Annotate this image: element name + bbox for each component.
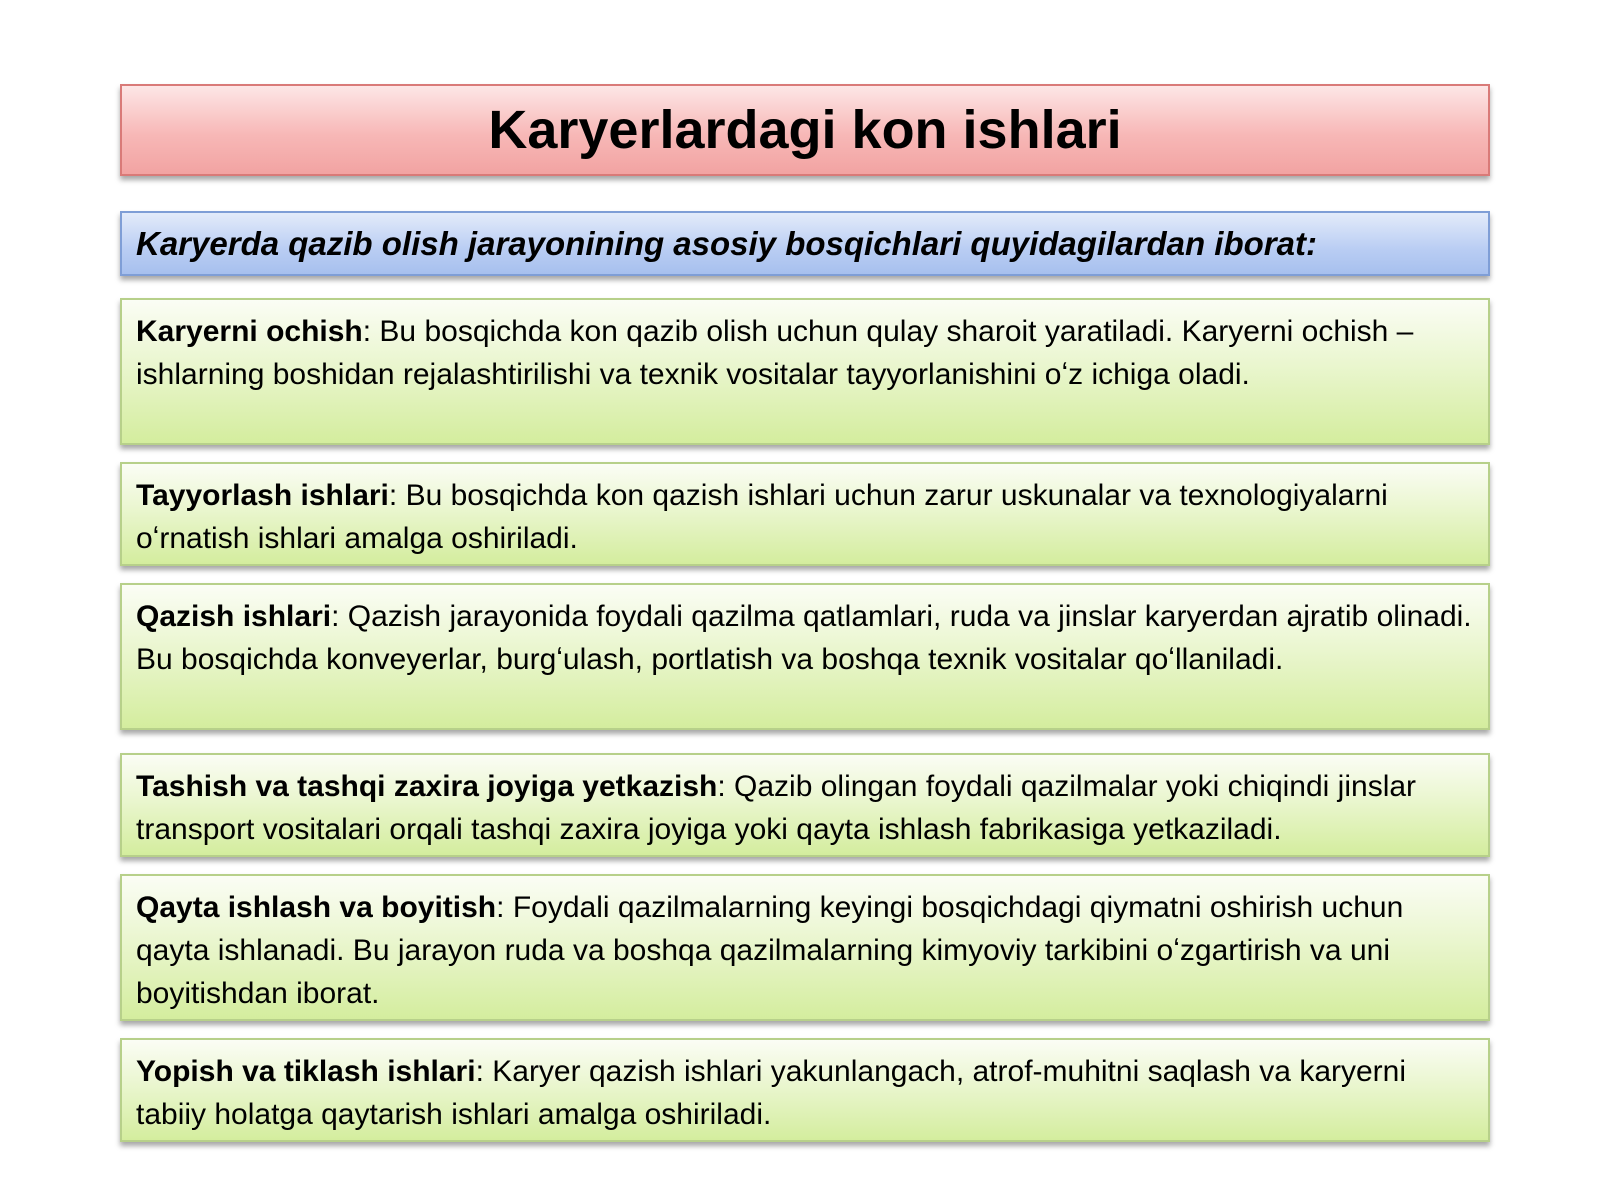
stage-name: Qayta ishlash va boyitish — [136, 891, 497, 924]
stage-separator: : — [475, 1055, 493, 1088]
stage-name: Karyerni ochish — [136, 315, 363, 348]
stage-description: Karyer qazish ishlari yakunlangach, atrof-muhitni saqlash va karyerni tabiiy holatga qaytarish ishlari amalga oshiriladi. — [136, 1055, 1407, 1131]
stage-separator: : — [388, 479, 406, 512]
stage-separator: : — [717, 770, 735, 803]
stage-name: Yopish va tiklash ishlari — [136, 1055, 476, 1088]
slide-title: Karyerlardagi kon ishlari — [488, 100, 1122, 160]
stage-box-opening — [120, 298, 1490, 445]
stage-separator: : — [362, 315, 380, 348]
stage-name: Qazish ishlari — [136, 600, 332, 633]
stage-description: Qazish jarayonida foydali qazilma qatlamlari, ruda va jinslar karyerdan ajratib olinadi. Bu bosqichda konveyerlar, burgʻulash, portlatish va boshqa texnik vositalar qoʻllaniladi. — [136, 600, 1472, 676]
stage-name: Tayyorlash ishlari — [136, 479, 389, 512]
slide-subtitle: Karyerda qazib olish jarayonining asosiy bosqichlari quyidagilardan iborat: — [136, 224, 1317, 262]
stage-box-excavation — [120, 583, 1490, 730]
stage-description: Foydali qazilmalarning keyingi bosqichdagi qiymatni oshirish uchun qayta ishlanadi. Bu jarayon ruda va boshqa qazilmalarning kimyoviy tarkibini oʻzgartirish va uni boyitishdan iborat. — [136, 891, 1404, 1010]
stage-separator: : — [496, 891, 513, 924]
stage-box-preparation — [120, 462, 1490, 566]
stage-separator: : — [331, 600, 348, 633]
slide-subtitle-box — [120, 211, 1490, 276]
stage-box-transport — [120, 753, 1490, 857]
stage-name: Tashish va tashqi zaxira joyiga yetkazish — [136, 770, 718, 803]
stage-box-closure — [120, 1038, 1490, 1142]
slide-title-box — [120, 84, 1490, 176]
stage-description: Qazib olingan foydali qazilmalar yoki chiqindi jinslar transport vositalari orqali tashqi zaxira joyiga yoki qayta ishlash fabrikasiga yetkaziladi. — [136, 770, 1417, 846]
stage-box-processing — [120, 874, 1490, 1021]
stage-description: Bu bosqichda kon qazish ishlari uchun zarur uskunalar va texnologiyalarni oʻrnatish ishlari amalga oshiriladi. — [136, 479, 1388, 555]
stage-description: Bu bosqichda kon qazib olish uchun qulay sharoit yaratiladi. Karyerni ochish – ishlarning boshidan rejalashtirilishi va texnik vositalar tayyorlanishini oʻz ichiga oladi. — [136, 315, 1414, 391]
